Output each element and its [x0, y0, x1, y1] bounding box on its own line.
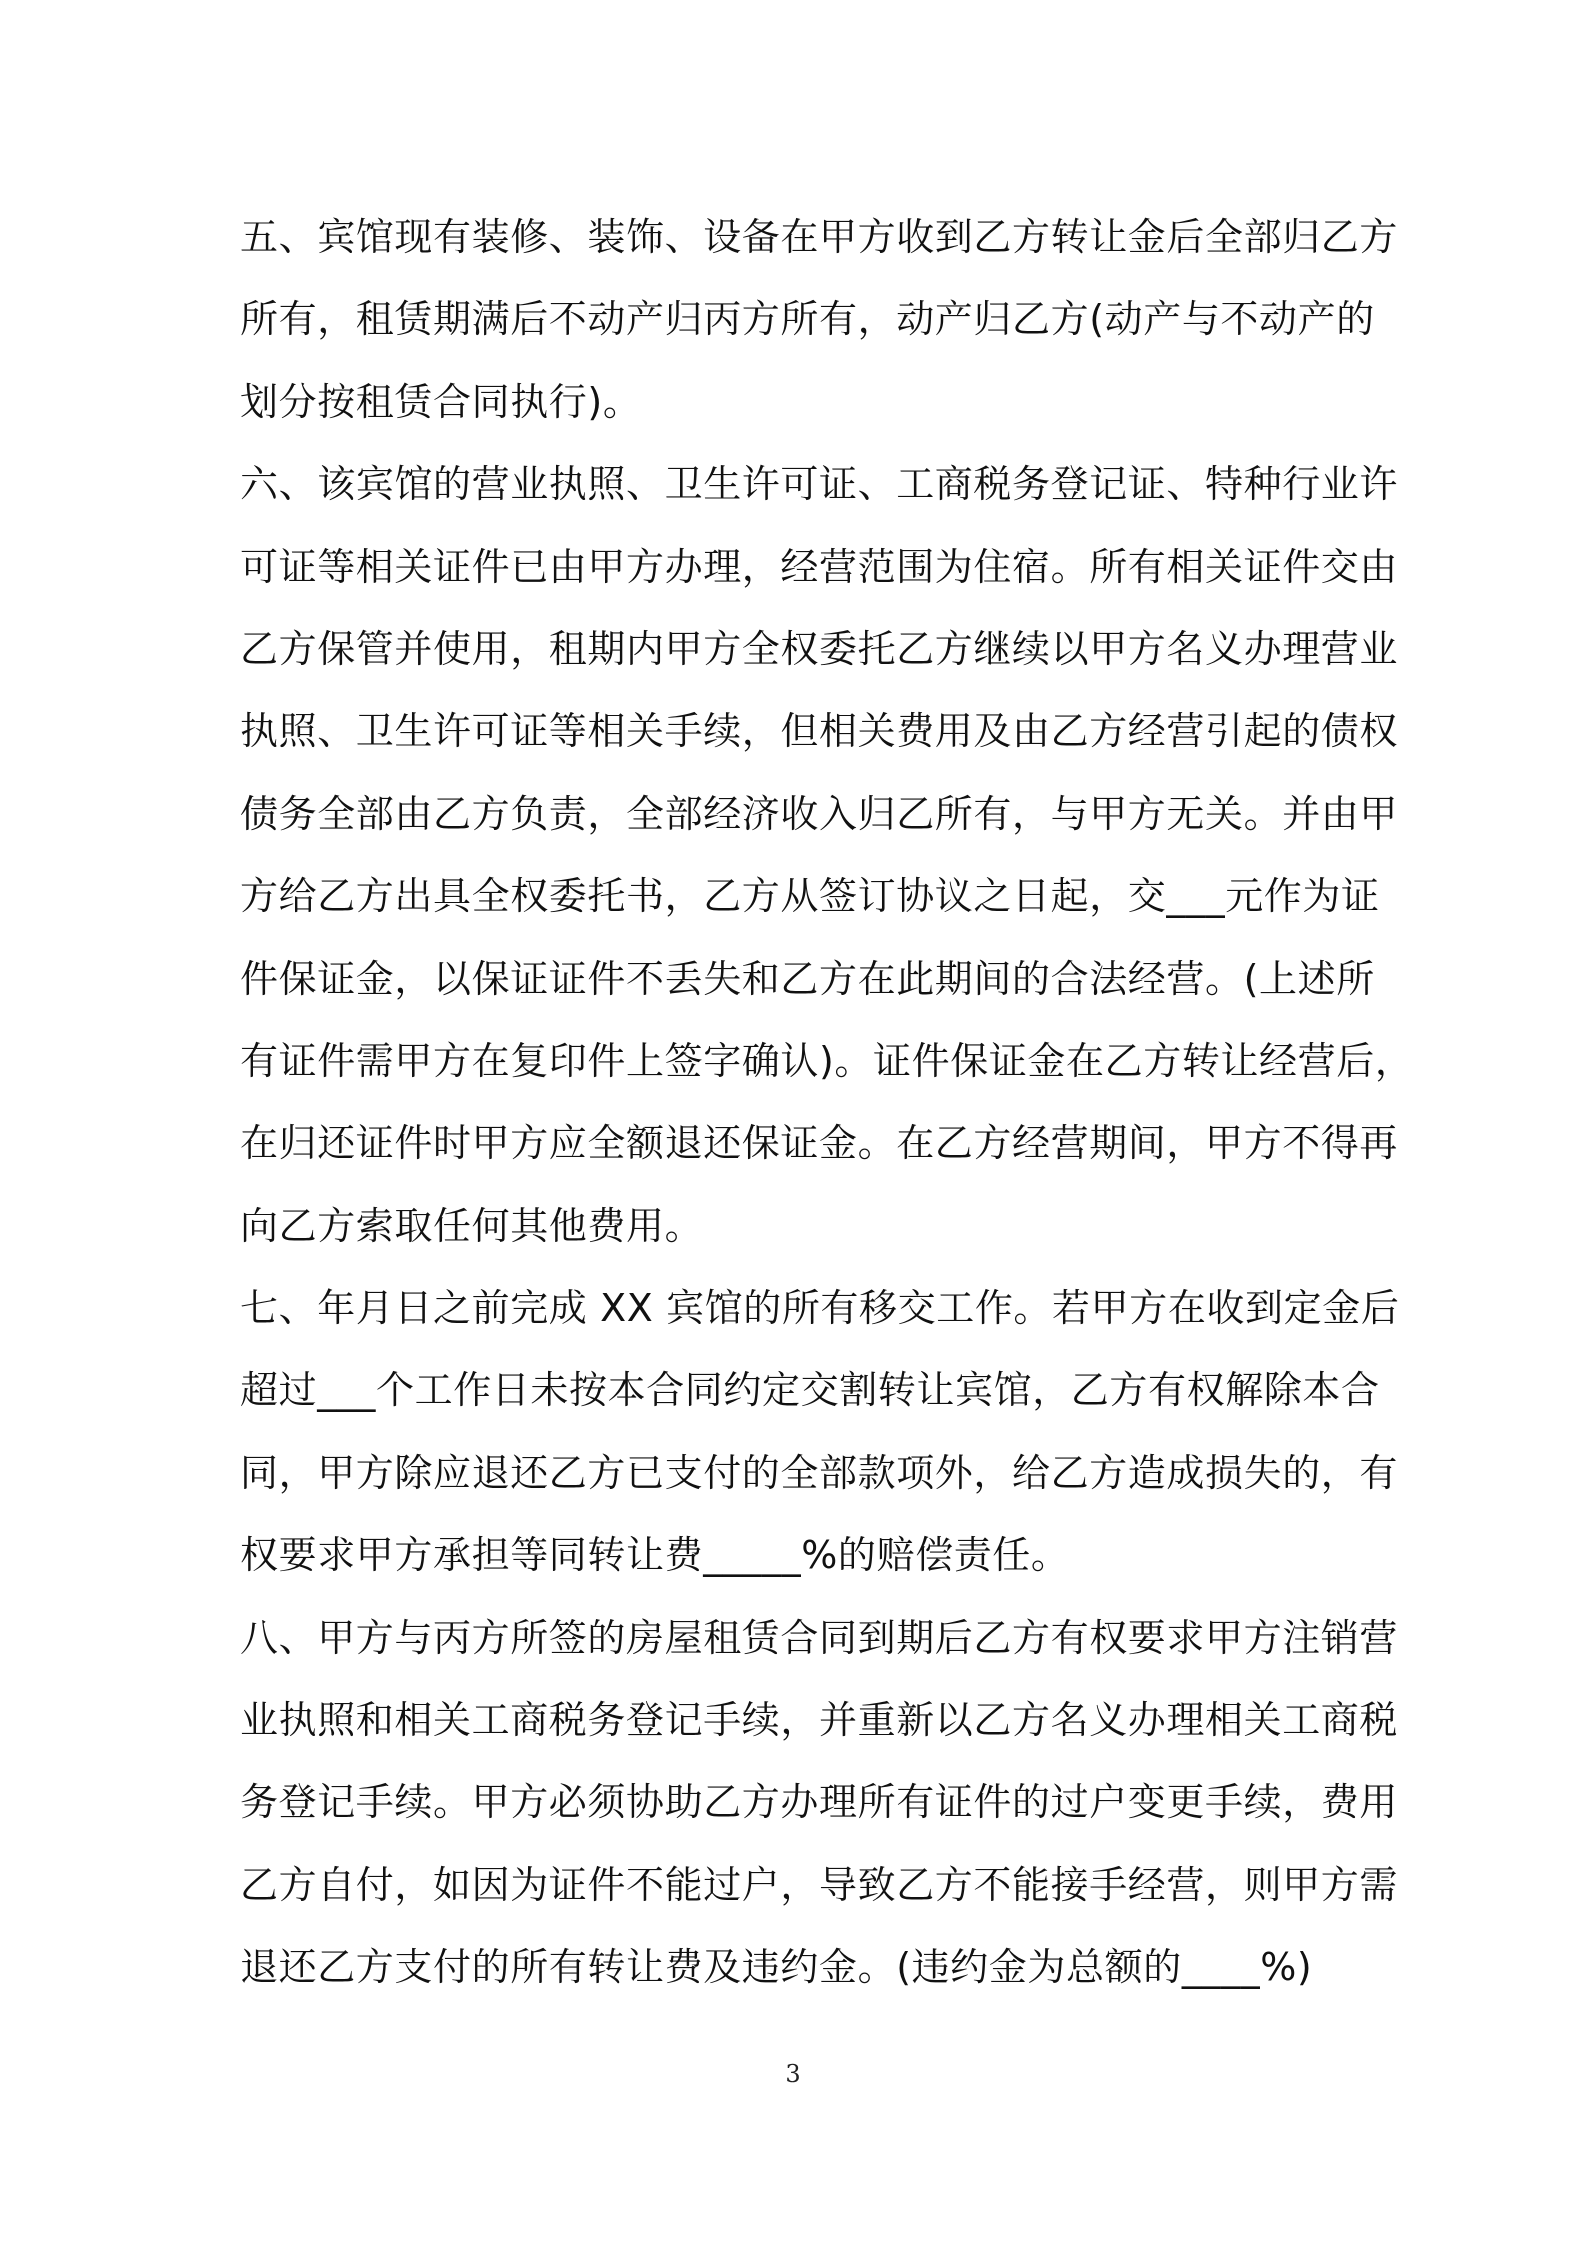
text-line: 债务全部由乙方负责，全部经济收入归乙所有，与甲方无关。并由甲: [240, 791, 1399, 836]
text-line: 所有，租赁期满后不动产归丙方所有，动产归乙方(动产与不动产的: [240, 297, 1375, 342]
text-line: 件保证金，以保证证件不丢失和乙方在此期间的合法经营。(上述所: [240, 956, 1375, 1001]
document-body: [240, 196, 1414, 2009]
text-line: 乙方保管并使用，租期内甲方全权委托乙方继续以甲方名义办理营业: [240, 626, 1399, 671]
text-line: 可证等相关证件已由甲方办理，经营范围为住宿。所有相关证件交由: [240, 544, 1399, 589]
text-line: 有证件需甲方在复印件上签字确认)。证件保证金在乙方转让经营后，: [240, 1038, 1414, 1083]
text-line: 业执照和相关工商税务登记手续，并重新以乙方名义办理相关工商税: [240, 1698, 1399, 1743]
text-line: 同，甲方除应退还乙方已支付的全部款项外，给乙方造成损失的，有: [240, 1450, 1399, 1495]
text-line: 退还乙方支付的所有转让费及违约金。(违约金为总额的____%): [240, 1945, 1313, 1990]
text-line: 务登记手续。甲方必须协助乙方办理所有证件的过户变更手续，费用: [240, 1780, 1399, 1825]
text-line: 七、年月日之前完成 XX 宾馆的所有移交工作。若甲方在收到定金后: [240, 1286, 1400, 1331]
text-line: 八、甲方与丙方所签的房屋租赁合同到期后乙方有权要求甲方注销营: [240, 1615, 1399, 1660]
text-line: 六、该宾馆的营业执照、卫生许可证、工商税务登记证、特种行业许: [240, 462, 1399, 507]
text-line: 方给乙方出具全权委托书，乙方从签订协议之日起，交___元作为证: [240, 874, 1380, 919]
text-line: 五、宾馆现有装修、装饰、设备在甲方收到乙方转让金后全部归乙方: [240, 215, 1399, 259]
text-line: 执照、卫生许可证等相关手续，但相关费用及由乙方经营引起的债权: [240, 709, 1399, 754]
text-line: 超过___个工作日未按本合同约定交割转让宾馆，乙方有权解除本合: [240, 1368, 1380, 1413]
text-line: 向乙方索取任何其他费用。: [240, 1203, 704, 1248]
text-line: 乙方自付，如因为证件不能过户，导致乙方不能接手经营，则甲方需: [240, 1862, 1399, 1907]
text-line: 权要求甲方承担等同转让费_____%的赔偿责任。: [240, 1533, 1070, 1578]
text-line: 划分按租赁合同执行)。: [240, 379, 642, 424]
page-number: 3: [785, 2060, 801, 2088]
text-line: 在归还证件时甲方应全额退还保证金。在乙方经营期间，甲方不得再: [240, 1121, 1399, 1166]
